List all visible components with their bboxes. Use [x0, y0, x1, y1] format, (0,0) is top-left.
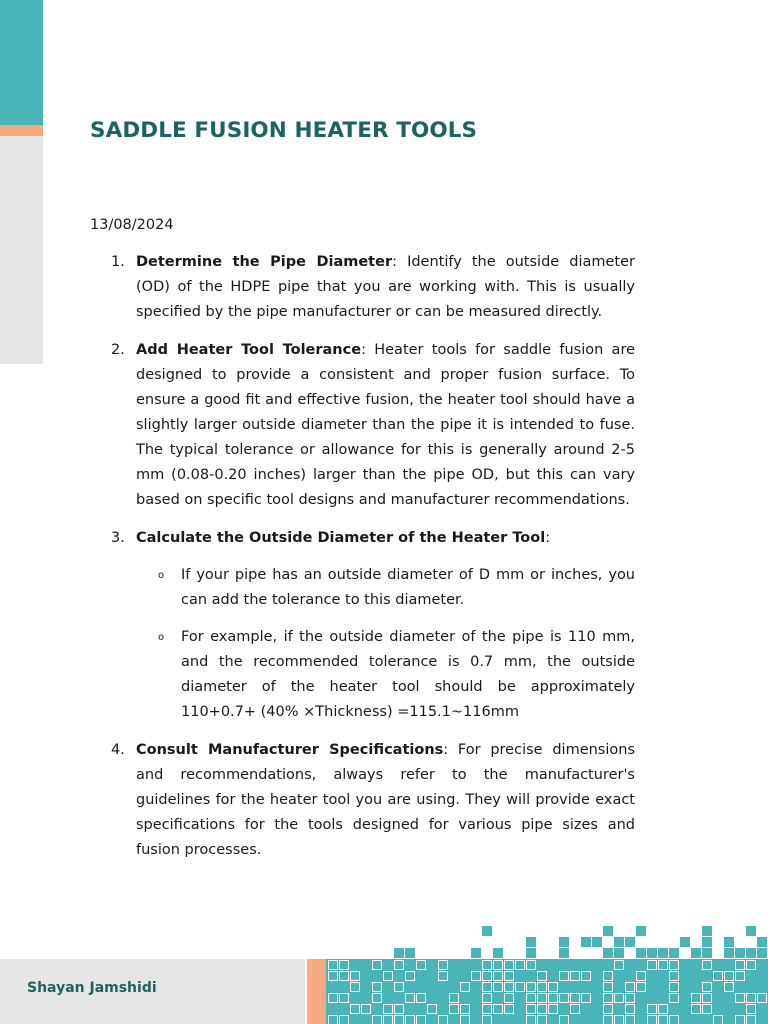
- pixel-square: [603, 926, 613, 936]
- pixel-square: [526, 948, 536, 958]
- pixel-outline-square: [483, 972, 492, 981]
- pixel-square: [702, 948, 712, 958]
- pixel-outline-square: [538, 1005, 547, 1014]
- pixel-square: [757, 948, 767, 958]
- pixel-square: [702, 926, 712, 936]
- pixel-outline-square: [494, 972, 503, 981]
- pixel-outline-square: [615, 961, 624, 970]
- pixel-outline-square: [373, 1016, 382, 1024]
- step-text: :: [545, 530, 551, 546]
- pixel-outline-square: [582, 972, 591, 981]
- step-heading: Add Heater Tool Tolerance: [136, 342, 362, 358]
- pixel-outline-square: [648, 1005, 657, 1014]
- pixel-outline-square: [340, 994, 349, 1003]
- step-text: : For precise dimensions and recommendations, always refer to the manufacturer's guidelines for the heater tool you are using. They will provide exact specifications for the tools designed for various pipe sizes and fusion processes.: [136, 742, 636, 858]
- pixel-outline-square: [472, 972, 481, 981]
- pixel-outline-square: [373, 983, 382, 992]
- pixel-outline-square: [604, 983, 613, 992]
- pixel-outline-square: [549, 1005, 558, 1014]
- pixel-outline-square: [483, 1005, 492, 1014]
- pixel-outline-square: [626, 994, 635, 1003]
- pixel-outline-square: [483, 1016, 492, 1024]
- pixel-outline-square: [483, 961, 492, 970]
- step-heading: Determine the Pipe Diameter: [136, 254, 393, 270]
- sub-bullet-text: For example, if the outside diameter of the pipe is 110 mm, and the recommended tolerance is 0.7 mm, the outside diameter of the heater tool should be approximately 110+0.7+ (40% ×Thickness) =115.1~116mm: [181, 629, 635, 720]
- pixel-square: [647, 948, 657, 958]
- pixel-square: [581, 937, 591, 947]
- step-text: : Heater tools for saddle fusion are designed to provide a consistent and proper fusion surface. To ensure a good fit and effective fusion, the heater tool should have a slightly larger outside diameter than the pipe it is intended to fuse. The typical tolerance or allowance for this is generally around 2-5 mm (0.08-0.20 inches) larger than the pipe OD, but this can vary based on specific tool designs and manufacturer recommendations.: [136, 342, 636, 508]
- pixel-outline-square: [516, 983, 525, 992]
- pixel-outline-square: [670, 983, 679, 992]
- pixel-outline-square: [461, 1016, 470, 1024]
- pixel-square: [746, 948, 756, 958]
- pixel-square: [702, 937, 712, 947]
- pixel-outline-square: [483, 983, 492, 992]
- pixel-outline-square: [560, 994, 569, 1003]
- pixel-square: [691, 948, 701, 958]
- pixel-outline-square: [736, 961, 745, 970]
- pixel-outline-square: [714, 972, 723, 981]
- pixel-outline-square: [626, 1005, 635, 1014]
- pixel-square: [394, 948, 404, 958]
- pixel-square: [592, 937, 602, 947]
- pixel-outline-square: [659, 1005, 668, 1014]
- pixel-outline-square: [549, 994, 558, 1003]
- pixel-outline-square: [703, 994, 712, 1003]
- pixel-outline-square: [516, 961, 525, 970]
- step-heading: Calculate the Outside Diameter of the Heater Tool: [136, 530, 546, 546]
- pixel-outline-square: [439, 972, 448, 981]
- pixel-outline-square: [670, 994, 679, 1003]
- pixel-outline-square: [703, 983, 712, 992]
- pixel-outline-square: [604, 1005, 613, 1014]
- pixel-outline-square: [494, 961, 503, 970]
- pixel-outline-square: [714, 1016, 723, 1024]
- pixel-square: [493, 948, 503, 958]
- pixel-square: [680, 937, 690, 947]
- pixel-outline-square: [406, 994, 415, 1003]
- pixel-outline-square: [461, 1005, 470, 1014]
- pixel-outline-square: [340, 972, 349, 981]
- pixel-square: [603, 948, 613, 958]
- pixel-outline-square: [747, 1005, 756, 1014]
- pixel-outline-square: [571, 1005, 580, 1014]
- pixel-outline-square: [340, 1016, 349, 1024]
- step-number: 3.: [111, 530, 125, 546]
- pixel-outline-square: [637, 983, 646, 992]
- pixel-outline-square: [527, 1016, 536, 1024]
- pixel-square: [614, 937, 624, 947]
- pixel-square: [405, 948, 415, 958]
- pixel-outline-square: [549, 983, 558, 992]
- pixel-outline-square: [659, 961, 668, 970]
- pixel-square: [724, 948, 734, 958]
- pixel-outline-square: [703, 961, 712, 970]
- footer-author: Shayan Jamshidi: [27, 980, 157, 996]
- pixel-outline-square: [604, 994, 613, 1003]
- pixel-outline-square: [439, 961, 448, 970]
- pixel-outline-square: [494, 1005, 503, 1014]
- pixel-outline-square: [494, 983, 503, 992]
- pixel-outline-square: [604, 1016, 613, 1024]
- pixel-outline-square: [736, 994, 745, 1003]
- pixel-square: [658, 948, 668, 958]
- pixel-outline-square: [560, 1016, 569, 1024]
- pixel-outline-square: [351, 972, 360, 981]
- pixel-outline-square: [417, 1016, 426, 1024]
- circle-bullet-icon: o: [158, 632, 165, 643]
- pixel-square: [526, 937, 536, 947]
- pixel-outline-square: [384, 972, 393, 981]
- pixel-outline-square: [648, 1016, 657, 1024]
- pixel-outline-square: [670, 972, 679, 981]
- pixel-outline-square: [626, 983, 635, 992]
- pixel-outline-square: [461, 983, 470, 992]
- pixel-outline-square: [384, 1005, 393, 1014]
- pixel-outline-square: [560, 972, 569, 981]
- pixel-outline-square: [505, 972, 514, 981]
- pixel-outline-square: [648, 961, 657, 970]
- document-title: SADDLE FUSION HEATER TOOLS: [90, 118, 478, 143]
- pixel-outline-square: [395, 961, 404, 970]
- pixel-outline-square: [417, 961, 426, 970]
- pixel-outline-square: [439, 1016, 448, 1024]
- pixel-square: [614, 948, 624, 958]
- pixel-square: [559, 937, 569, 947]
- pixel-outline-square: [527, 1005, 536, 1014]
- pixel-outline-square: [329, 994, 338, 1003]
- pixel-outline-square: [351, 1005, 360, 1014]
- pixel-outline-square: [329, 972, 338, 981]
- pixel-outline-square: [703, 1005, 712, 1014]
- pixel-square: [636, 948, 646, 958]
- pixel-outline-square: [725, 983, 734, 992]
- pixel-outline-square: [637, 972, 646, 981]
- pixel-outline-square: [538, 1016, 547, 1024]
- pixel-outline-square: [692, 1005, 701, 1014]
- pixel-outline-square: [395, 1005, 404, 1014]
- pixel-square: [471, 948, 481, 958]
- pixel-outline-square: [736, 972, 745, 981]
- pixel-outline-square: [670, 961, 679, 970]
- pixel-outline-square: [747, 994, 756, 1003]
- pixel-outline-square: [747, 961, 756, 970]
- pixel-outline-square: [736, 1016, 745, 1024]
- pixel-outline-square: [527, 994, 536, 1003]
- pixel-outline-square: [406, 972, 415, 981]
- pixel-outline-square: [340, 961, 349, 970]
- sub-bullet-text: If your pipe has an outside diameter of D mm or inches, you can add the tolerance to this diameter.: [181, 567, 635, 608]
- pixel-square: [669, 948, 679, 958]
- pixel-outline-square: [329, 961, 338, 970]
- pixel-outline-square: [450, 1005, 459, 1014]
- step-number: 2.: [111, 342, 125, 358]
- pixel-outline-square: [527, 961, 536, 970]
- pixel-outline-square: [428, 1005, 437, 1014]
- pixel-square: [746, 926, 756, 936]
- pixel-square: [625, 937, 635, 947]
- pixel-square: [757, 937, 767, 947]
- pixel-outline-square: [659, 1016, 668, 1024]
- pixel-outline-square: [362, 1005, 371, 1014]
- pixel-outline-square: [417, 994, 426, 1003]
- pixel-outline-square: [538, 972, 547, 981]
- pixel-outline-square: [692, 994, 701, 1003]
- pixel-outline-square: [538, 994, 547, 1003]
- pixel-outline-square: [505, 983, 514, 992]
- pixel-outline-square: [329, 1016, 338, 1024]
- pixel-outline-square: [505, 961, 514, 970]
- pixel-outline-square: [527, 983, 536, 992]
- step-number: 1.: [111, 254, 125, 270]
- pixel-square: [724, 937, 734, 947]
- pixel-outline-square: [395, 1016, 404, 1024]
- circle-bullet-icon: o: [158, 570, 165, 581]
- pixel-outline-square: [483, 994, 492, 1003]
- pixel-outline-square: [615, 994, 624, 1003]
- pixel-outline-square: [505, 994, 514, 1003]
- pixel-outline-square: [395, 983, 404, 992]
- pixel-outline-square: [582, 994, 591, 1003]
- pixel-outline-square: [571, 994, 580, 1003]
- pixel-square: [636, 926, 646, 936]
- pixel-outline-square: [615, 1016, 624, 1024]
- pixel-outline-square: [626, 1016, 635, 1024]
- step-heading: Consult Manufacturer Specifications: [136, 742, 444, 758]
- pixel-square: [559, 948, 569, 958]
- pixel-outline-square: [538, 983, 547, 992]
- pixel-square: [482, 926, 492, 936]
- pixel-outline-square: [373, 961, 382, 970]
- pixel-outline-square: [725, 972, 734, 981]
- pixel-square: [735, 948, 745, 958]
- step-text: : Identify the outside diameter (OD) of the HDPE pipe that you are working with. This is usually specified by the pipe manufacturer or can be measured directly.: [136, 254, 635, 320]
- pixel-outline-square: [450, 994, 459, 1003]
- step-number: 4.: [111, 742, 125, 758]
- pixel-outline-square: [373, 994, 382, 1003]
- pixel-outline-square: [670, 1016, 679, 1024]
- pixel-outline-square: [406, 1016, 415, 1024]
- document-date: 13/08/2024: [90, 217, 174, 233]
- pixel-outline-square: [747, 1016, 756, 1024]
- pixel-outline-square: [384, 1016, 393, 1024]
- pixel-outline-square: [604, 972, 613, 981]
- pixel-outline-square: [351, 983, 360, 992]
- pixel-outline-square: [571, 972, 580, 981]
- pixel-outline-square: [758, 994, 767, 1003]
- pixel-outline-square: [505, 1005, 514, 1014]
